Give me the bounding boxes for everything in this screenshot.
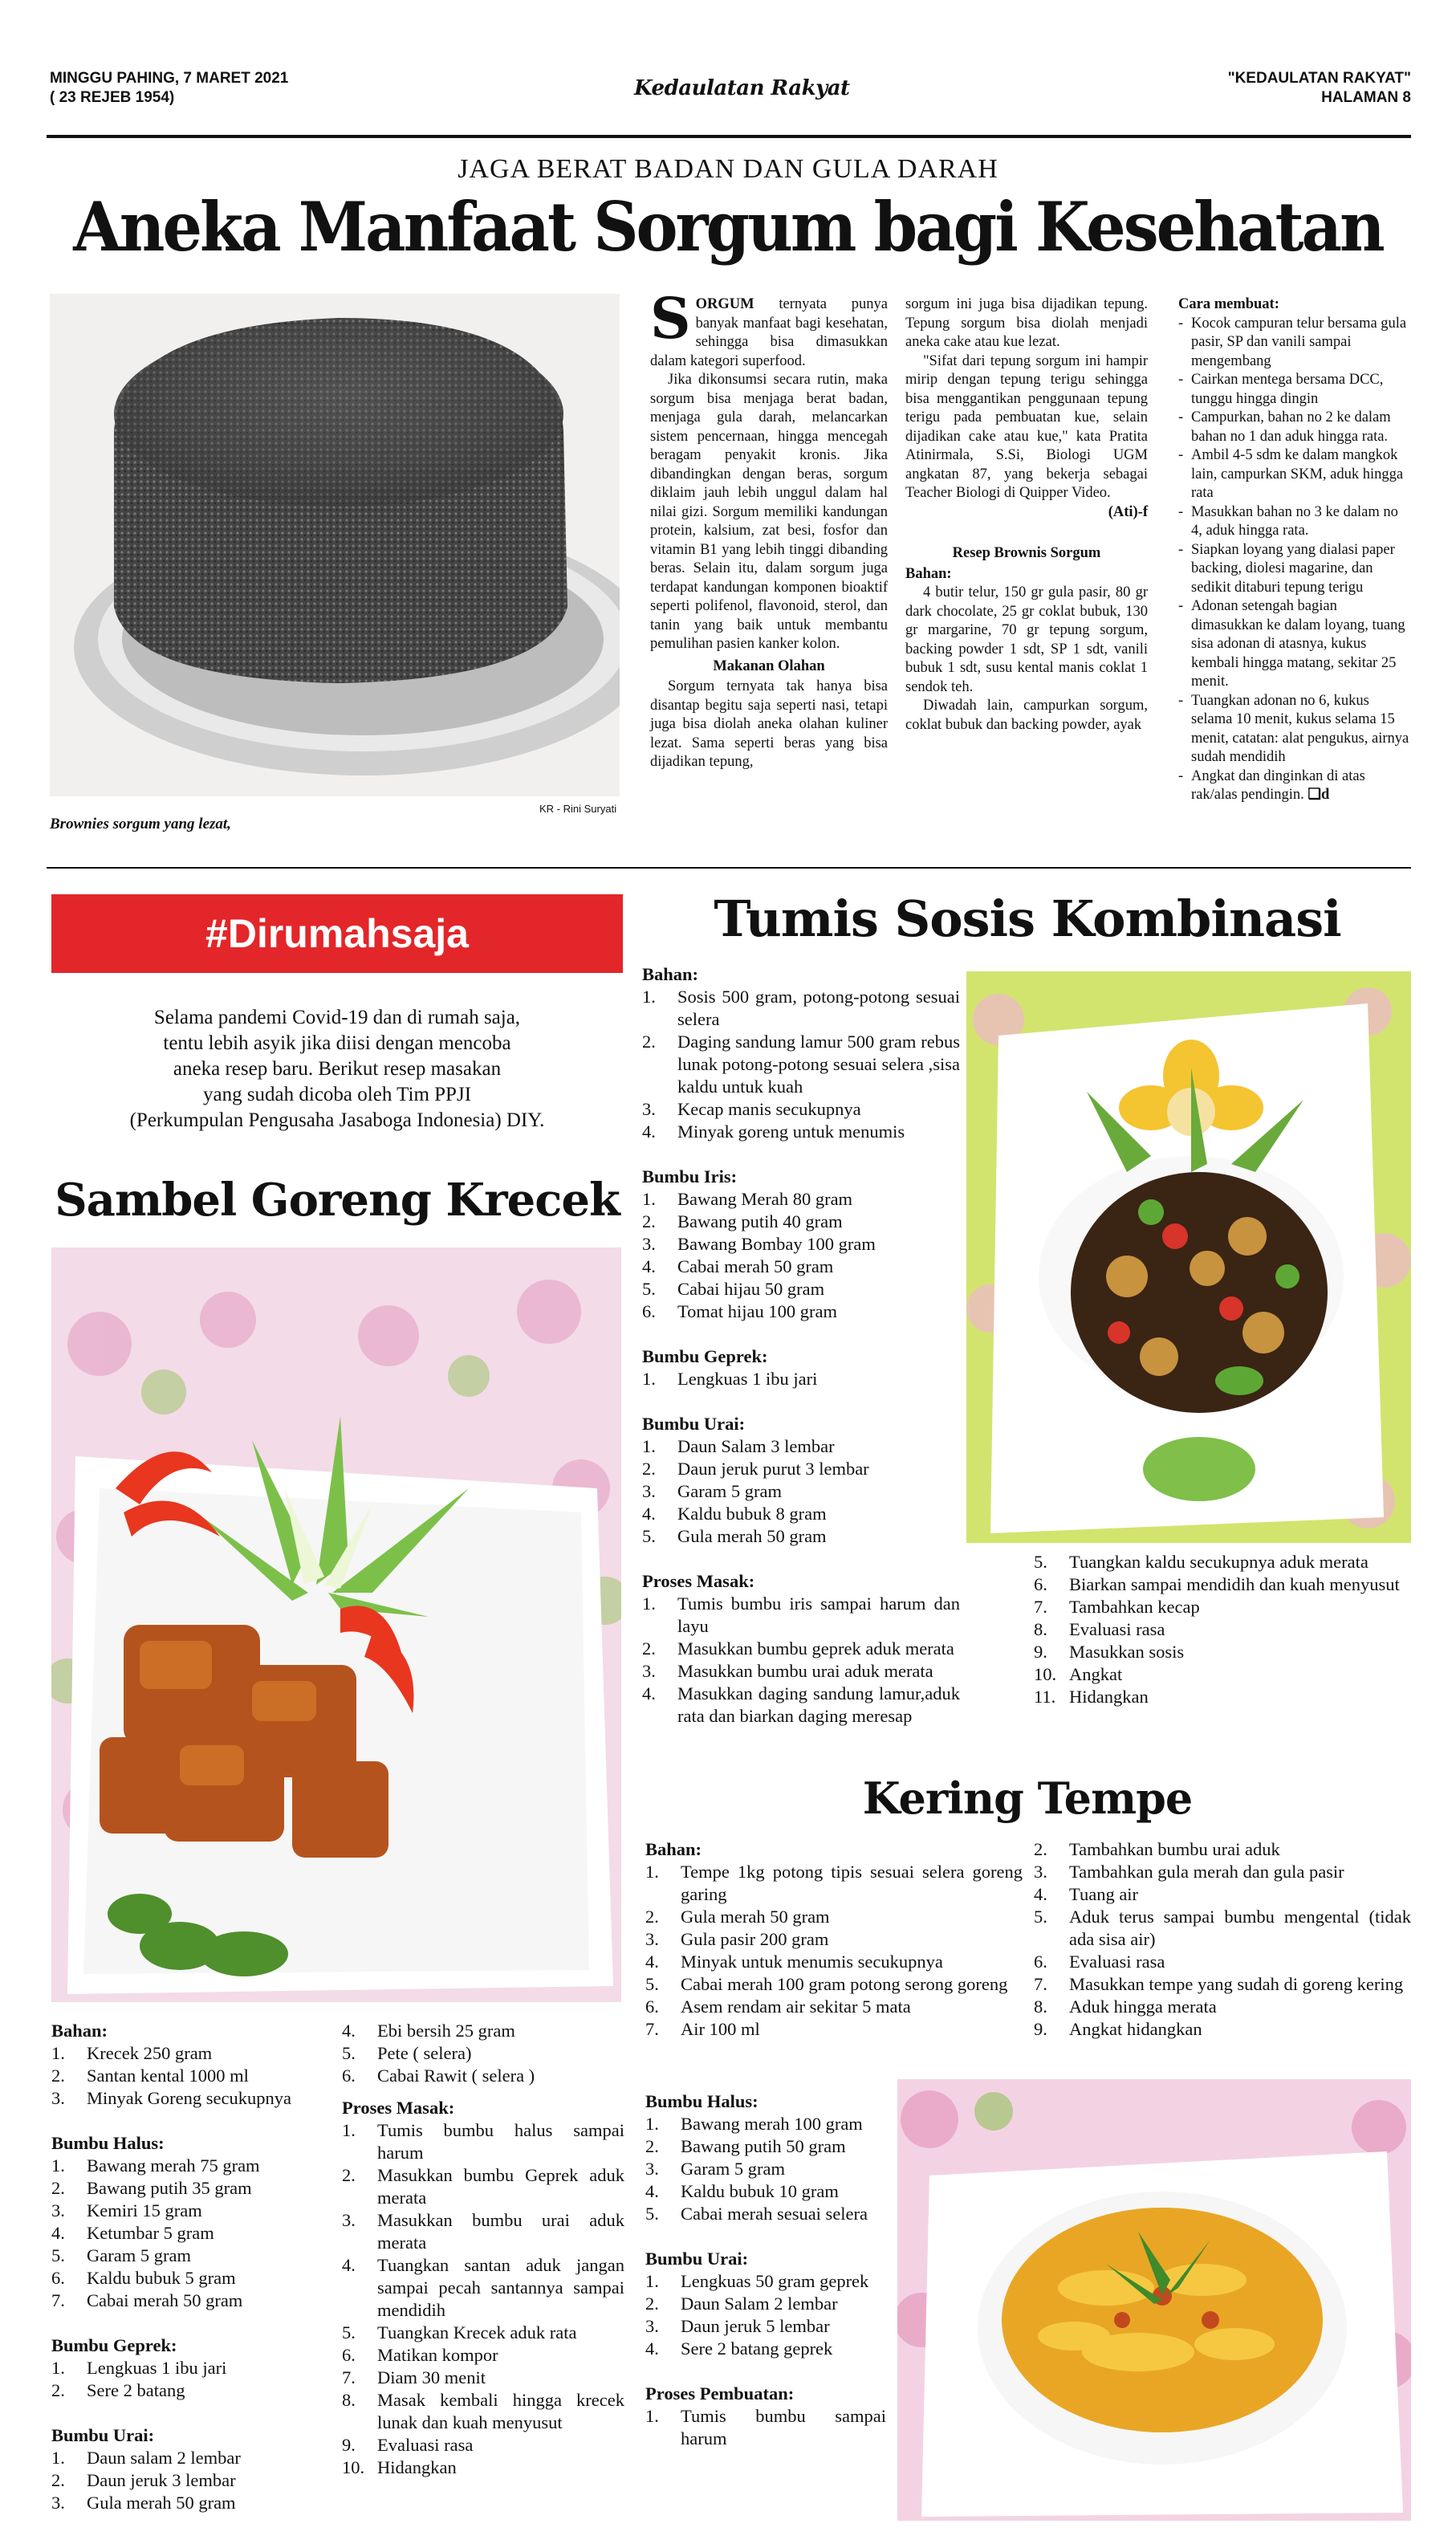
list-item: 3. Gula merah 50 gram <box>51 2493 236 2513</box>
list-item: 3. Kecap manis secukupnya <box>642 1099 861 1119</box>
list-item: 5. Gula merah 50 gram <box>642 1526 827 1546</box>
recipe-heading: Bumbu Halus: <box>645 2091 759 2111</box>
recipe-list <box>51 2357 332 2402</box>
sambel-recipe-left <box>51 2020 332 2514</box>
list-item: 1. Sosis 500 gram, potong-potong sesuai selera <box>642 987 960 1029</box>
cara-label: Cara membuat: <box>1178 296 1279 312</box>
recipe-list <box>645 2270 886 2360</box>
list-item: 2. Santan kental 1000 ml <box>51 2066 249 2086</box>
list-item: 1. Lengkuas 1 ibu jari <box>51 2358 227 2378</box>
page-number: HALAMAN 8 <box>1321 89 1411 106</box>
list-item: 4. Masukkan daging sandung lamur,aduk rata dan biarkan daging meresap <box>642 1683 960 1726</box>
list-item: 7. Diam 30 menit <box>342 2367 486 2387</box>
tumis-recipe-left <box>642 963 960 1728</box>
recipe-heading: Bumbu Urai: <box>51 2425 155 2445</box>
recipe-list <box>342 2119 624 2479</box>
list-item: - Kocok campuran telur bersama gula pasir, SP dan vanili sampai mengembang <box>1178 315 1411 372</box>
list-item: 4. Ebi bersih 25 gram <box>342 2021 515 2041</box>
list-item: 7. Tambahkan kecap <box>1034 1597 1200 1617</box>
list-item: 10. Angkat <box>1034 1664 1123 1684</box>
list-item: 2. Daun Salam 2 lembar <box>645 2294 838 2314</box>
recipe-heading: Bumbu Urai: <box>642 1414 746 1434</box>
list-item: - Masukkan bahan no 3 ke dalam no 4, aduk hingga rata. <box>1178 503 1411 541</box>
list-item: 4. Kaldu bubuk 10 gram <box>645 2181 839 2201</box>
article-column-2 <box>905 295 1148 735</box>
list-item: 3. Minyak Goreng secukupnya <box>51 2088 291 2108</box>
list-item: 2. Bawang putih 50 gram <box>645 2136 846 2156</box>
list-item: 2. Masukkan bumbu Geprek aduk merata <box>342 2165 624 2208</box>
author-sign: (Ati)-f <box>1108 503 1148 520</box>
edition-date-jawa: ( 23 REJEB 1954) <box>50 89 175 106</box>
recipe-heading: Bumbu Iris: <box>642 1166 738 1186</box>
subheading: Makanan Olahan <box>713 657 825 674</box>
recipe-list <box>642 1435 960 1548</box>
recipe-heading: Bahan: <box>642 964 699 984</box>
recipe-list <box>642 1368 960 1390</box>
intro-text: Selama pandemi Covid-19 dan di rumah saja, tentu lebih asyik jika diisi dengan mencoba aneka resep baru. Berikut resep masakan yang sudah dicoba oleh Tim PPJI (Perkumpulan Pengusaha Jasaboga Indonesia) DIY. <box>129 1007 545 1131</box>
article-kicker: JAGA BERAT BADAN DAN GULA DARAH <box>458 154 998 184</box>
list-item: - Tuangkan adonan no 6, kukus selama 10 menit, kukus selama 15 menit, catatan: alat pengukus, airnya sudah mendidih <box>1178 692 1411 767</box>
list-item: 3. Masukkan bumbu urai aduk merata <box>342 2210 624 2253</box>
list-item: 2. Masukkan bumbu geprek aduk merata <box>642 1638 954 1659</box>
sambel-photo <box>51 1248 621 2002</box>
subheading: Resep Brownis Sorgum <box>952 545 1101 561</box>
list-item: 1. Bawang merah 100 gram <box>645 2114 863 2134</box>
list-item: 5. Aduk terus sampai bumbu mengental (tidak ada sisa air) <box>1034 1907 1411 1949</box>
paragraph: "Sifat dari tepung sorgum ini hampir mirip dengan tepung terigu sehingga bisa menggantikan penggunaan tepung terigu pada pembuatan kue, selain dijadikan cake atau kue," kata Pratita Atinirmala, S.Si, Biologi UGM angkatan 87, yang bekerja sebagai Teacher Biologi di Quipper Video. <box>905 352 1148 501</box>
list-item: - Adonan setengah bagian dimasukkan ke dalam loyang, tuang sisa adonan di atasnya, kukus kembali hingga matang, sekitar 25 menit. <box>1178 597 1411 692</box>
paragraph: Diwadah lain, campurkan sorgum, coklat bubuk dan backing powder, ayak <box>905 698 1148 733</box>
list-item: 2. Bawang putih 35 gram <box>51 2178 252 2198</box>
sambel-recipe-right <box>342 2020 624 2479</box>
list-item: 1. Tumis bumbu iris sampai harum dan layu <box>642 1594 960 1636</box>
drop-cap: S <box>650 285 691 352</box>
list-item: 8. Aduk hingga merata <box>1034 1996 1217 2017</box>
section-rule <box>47 867 1411 869</box>
paragraph: Jika dikonsumsi secara rutin, maka sorgum bisa menjaga berat badan, menjaga gula darah, melancarkan sistem pencernaan, hingga mencegah beragam penyakit kronis. Jika dibandingkan dengan beras, sorgum diklaim jauh lebih unggul dalam hal nilai gizi. Sorgum memiliki kandungan protein, kalsium, zat besi, fosfor dan vitamin B1 yang lebih tinggi dibanding beras. Selain itu, dalam sorgum juga terdapat kandungan komponen bioaktif seperti polifenol, flavonoid, sterol, dan tanin yang baik untuk membantu pemulihan pasien kanker kolon. <box>650 372 888 652</box>
list-item: - Campurkan, bahan no 2 ke dalam bahan no 1 dan aduk hingga rata. <box>1178 409 1411 446</box>
list-item: 6. Kaldu bubuk 5 gram <box>51 2268 236 2288</box>
list-item: 8. Evaluasi rasa <box>1034 1619 1165 1639</box>
date-block <box>50 69 288 108</box>
list-item: 11. Hidangkan <box>1034 1687 1149 1707</box>
list-item: 4. Minyak untuk menumis secukupnya <box>645 1952 943 1972</box>
recipe-heading: Proses Pembuatan: <box>645 2383 795 2404</box>
recipe-list <box>51 2447 332 2514</box>
list-item: 10. Hidangkan <box>342 2457 457 2477</box>
list-item: 3. Daun jeruk 5 lembar <box>645 2316 830 2336</box>
recipe-list <box>642 1593 960 1728</box>
list-item: 4. Kaldu bubuk 8 gram <box>642 1504 827 1524</box>
list-item: 5. Garam 5 gram <box>51 2245 191 2265</box>
list-item: 3. Garam 5 gram <box>645 2159 785 2179</box>
list-item: 6. Evaluasi rasa <box>1034 1952 1165 1972</box>
list-item: - Cairkan mentega bersama DCC, tunggu hingga dingin <box>1178 371 1411 409</box>
photo-caption: Brownies sorgum yang lezat, <box>50 816 231 832</box>
list-item: 2. Daging sandung lamur 500 gram rebus lunak potong-potong sesuai selera ,sisa kaldu untuk kuah <box>642 1032 960 1097</box>
recipe-list <box>645 2405 886 2450</box>
list-item: 9. Evaluasi rasa <box>342 2435 474 2455</box>
list-item: 1. Tempe 1kg potong tipis sesuai selera goreng garing <box>645 1862 1023 1904</box>
recipe-heading: Proses Masak: <box>342 2098 455 2118</box>
list-item: 3. Bawang Bombay 100 gram <box>642 1234 876 1254</box>
list-item: 9. Angkat hidangkan <box>1034 2019 1202 2039</box>
list-item: 4. Tuang air <box>1034 1884 1139 1904</box>
brownies-photo <box>50 294 620 796</box>
list-item: 4. Sere 2 batang geprek <box>645 2338 833 2359</box>
list-item: 5. Cabai merah sesuai selera <box>645 2204 868 2224</box>
recipe-heading: Bumbu Geprek: <box>51 2335 177 2355</box>
tempe-recipe-bottom-left <box>645 2090 886 2450</box>
tempe-title: Kering Tempe <box>862 1773 1193 1824</box>
tempe-photo <box>897 2079 1411 2521</box>
list-item: 8. Masak kembali hingga krecek lunak dan kuah menyusut <box>342 2390 624 2432</box>
list-item: 2. Daun jeruk purut 3 lembar <box>642 1459 869 1479</box>
recipe-list <box>645 2113 886 2225</box>
dirumahsaja-banner: #Dirumahsaja <box>51 894 623 973</box>
header-rule <box>47 135 1411 138</box>
recipe-list <box>1034 1551 1411 1708</box>
recipe-list <box>51 2042 332 2110</box>
paper-name: "KEDAULATAN RAKYAT" <box>1227 70 1411 87</box>
paragraph: sorgum ini juga bisa dijadikan tepung. Tepung sorgum bisa diolah menjadi aneka cake atau kue lezat. <box>905 296 1148 350</box>
list-item: 2. Tambahkan bumbu urai aduk <box>1034 1839 1280 1859</box>
list-item: 9. Masukkan sosis <box>1034 1642 1185 1662</box>
recipe-heading: Bumbu Geprek: <box>642 1346 768 1366</box>
list-item: 2. Bawang putih 40 gram <box>642 1211 843 1231</box>
list-item: 1. Daun salam 2 lembar <box>51 2448 241 2468</box>
article-column-3 <box>1178 295 1411 805</box>
list-item: 2. Gula merah 50 gram <box>645 1907 830 1927</box>
list-item: 6. Cabai Rawit ( selera ) <box>342 2066 535 2086</box>
list-item: 1. Krecek 250 gram <box>51 2043 213 2063</box>
edition-date: MINGGU PAHING, 7 MARET 2021 <box>50 70 289 87</box>
tumis-photo <box>966 971 1411 1543</box>
list-item: 1. Tumis bumbu sampai harum <box>645 2406 886 2448</box>
masthead-logo: Kedaulatan Rakyat <box>634 76 850 100</box>
list-item: 5. Tuangkan Krecek aduk rata <box>342 2322 577 2342</box>
article-title: Aneka Manfaat Sorgum bagi Kesehatan <box>73 188 1383 267</box>
end-mark: ❏d <box>1308 787 1330 803</box>
list-item: 3. Gula pasir 200 gram <box>645 1929 829 1949</box>
list-item: 5. Cabai merah 100 gram potong serong goreng <box>645 1974 1008 1994</box>
list-item: 6. Biarkan sampai mendidih dan kuah menyusut <box>1034 1574 1400 1594</box>
recipe-list <box>642 1188 960 1323</box>
sambel-title: Sambel Goreng Krecek <box>55 1174 620 1227</box>
list-item: 5. Tuangkan kaldu secukupnya aduk merata <box>1034 1552 1369 1572</box>
list-item: - Ambil 4-5 sdm ke dalam mangkok lain, campurkan SKM, aduk hingga rata <box>1178 446 1411 503</box>
recipe-list <box>642 986 960 1143</box>
recipe-heading: Bumbu Urai: <box>645 2249 749 2269</box>
list-item: 2. Daun jeruk 3 lembar <box>51 2470 236 2490</box>
recipe-list <box>342 2020 624 2087</box>
recipe-heading: Bahan: <box>51 2021 108 2041</box>
list-item: 3. Kemiri 15 gram <box>51 2200 202 2220</box>
list-item: 3. Tambahkan gula merah dan gula pasir <box>1034 1862 1344 1882</box>
recipe-heading: Bahan: <box>645 1839 702 1859</box>
list-item: 4. Minyak goreng untuk menumis <box>642 1121 905 1142</box>
list-item: 1. Bawang merah 75 gram <box>51 2155 260 2176</box>
bahan-label: Bahan: <box>905 565 952 582</box>
steps-list <box>1178 315 1411 805</box>
photo-credit: KR - Rini Suryati <box>539 803 617 815</box>
list-item: 7. Cabai merah 50 gram <box>51 2290 243 2310</box>
tumis-recipe-right <box>1034 1551 1411 1708</box>
list-item: 3. Masukkan bumbu urai aduk merata <box>642 1661 933 1681</box>
list-item: - Siapkan loyang yang dialasi paper backing, diolesi magarine, dan sedikit ditaburi tepung terigu <box>1178 541 1411 598</box>
page-info <box>1228 69 1411 108</box>
tempe-recipe-top-left <box>645 1838 1023 2041</box>
list-item: 4. Ketumbar 5 gram <box>51 2223 214 2243</box>
list-item: 1. Lengkuas 50 gram geprek <box>645 2271 869 2291</box>
recipe-heading: Proses Masak: <box>642 1571 755 1591</box>
article-column-1 <box>650 285 888 772</box>
list-item: 6. Matikan kompor <box>342 2345 498 2365</box>
list-item: 1. Bawang Merah 80 gram <box>642 1189 853 1209</box>
list-item: 7. Air 100 ml <box>645 2019 760 2039</box>
paragraph: Sorgum ternyata tak hanya bisa disantap begitu saja seperti nasi, tetapi juga bisa diolah aneka olahan kuliner lezat. Sama seperti beras yang bisa dijadikan tepung, <box>650 678 888 770</box>
list-item: 6. Tomat hijau 100 gram <box>642 1301 838 1321</box>
tempe-recipe-right <box>1034 1838 1411 2041</box>
recipe-heading: Bumbu Halus: <box>51 2133 165 2153</box>
list-item: 4. Tuangkan santan aduk jangan sampai pecah santannya sampai mendidih <box>342 2255 624 2320</box>
tumis-title: Tumis Sosis Kombinasi <box>714 889 1341 948</box>
list-item: 1. Daun Salam 3 lembar <box>642 1436 835 1456</box>
list-item: - Angkat dan dinginkan di atas rak/alas pendingin. ❏d <box>1178 767 1411 805</box>
recipe-list <box>645 1861 1023 2041</box>
list-item: 1. Tumis bumbu halus sampai harum <box>342 2120 624 2163</box>
paragraph: 4 butir telur, 150 gr gula pasir, 80 gr dark chocolate, 25 gr coklat bubuk, 130 gr margarine, 70 gr tepung sorgum, backing powder 1 sdt, SP 1 sdt, vanili bubuk 1 sdt, susu kental manis coklat 1 sendok teh. <box>905 584 1148 695</box>
list-item: 5. Pete ( selera) <box>342 2043 472 2063</box>
lead-paragraph: SORGUM ternyata punya banyak manfaat bagi kesehatan, sehingga bisa dimasukkan dalam kategori superfood. <box>650 285 888 369</box>
list-item: 7. Masukkan tempe yang sudah di goreng kering <box>1034 1974 1404 1994</box>
list-item: 3. Garam 5 gram <box>642 1481 782 1501</box>
list-item: 6. Asem rendam air sekitar 5 mata <box>645 1996 911 2017</box>
recipe-list <box>51 2155 332 2312</box>
list-item: 5. Cabai hijau 50 gram <box>642 1279 825 1299</box>
list-item: 2. Sere 2 batang <box>51 2380 185 2400</box>
list-item: 1. Lengkuas 1 ibu jari <box>642 1369 818 1389</box>
list-item: 4. Cabai merah 50 gram <box>642 1256 834 1276</box>
recipe-list <box>1034 1838 1411 2041</box>
